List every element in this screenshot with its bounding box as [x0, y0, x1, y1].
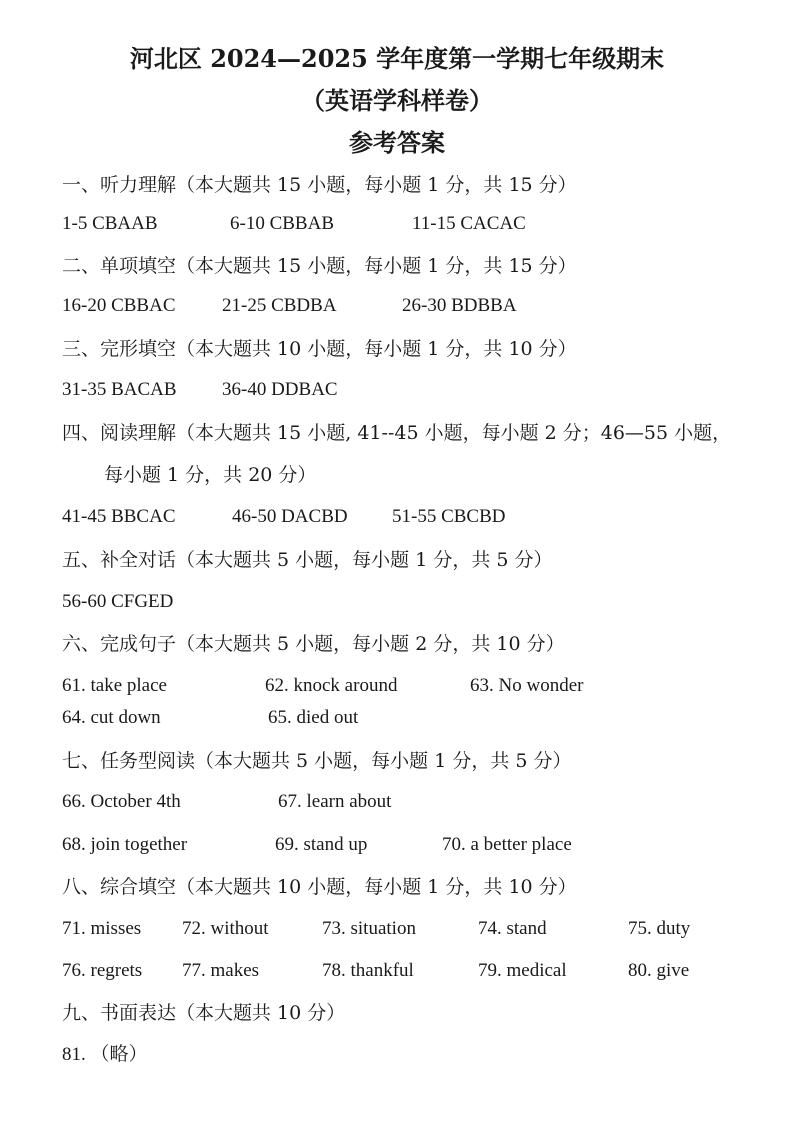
answer-group: 46-50 DACBD	[232, 506, 348, 527]
section-heading-writing: 九、书面表达（本大题共 10 分）	[62, 1002, 346, 1024]
answer-group: 26-30 BDBBA	[402, 295, 517, 316]
answer-group: 1-5 CBAAB	[62, 213, 158, 234]
section-heading-single-choice: 二、单项填空（本大题共 15 小题，每小题 1 分，共 15 分）	[62, 255, 577, 277]
answer-item: 75. duty	[628, 918, 691, 939]
answer-item: 73. situation	[322, 918, 416, 939]
section-heading-reading-cont: 每小题 1 分，共 20 分）	[104, 464, 317, 486]
answer-item: 72. without	[182, 918, 269, 939]
answer-item: 62. knock around	[265, 675, 398, 696]
answer-group: 36-40 DDBAC	[222, 379, 338, 400]
answer-item: 64. cut down	[62, 707, 161, 728]
answer-item: 68. join together	[62, 834, 188, 855]
section-heading-cloze: 三、完形填空（本大题共 10 小题，每小题 1 分，共 10 分）	[62, 338, 577, 360]
answer-item: 66. October 4th	[62, 791, 181, 812]
answer-group: 16-20 CBBAC	[62, 295, 176, 316]
answer-item: 69. stand up	[275, 834, 368, 855]
answer-group: 21-25 CBDBA	[222, 295, 337, 316]
section-heading-dialogue: 五、补全对话（本大题共 5 小题，每小题 1 分，共 5 分）	[62, 549, 553, 571]
answer-group: 56-60 CFGED	[62, 591, 174, 612]
answer-item: 79. medical	[478, 960, 567, 981]
answer-item: 63. No wonder	[470, 675, 584, 696]
section-heading-sentences: 六、完成句子（本大题共 5 小题，每小题 2 分，共 10 分）	[62, 633, 565, 655]
answer-group: 41-45 BBCAC	[62, 506, 176, 527]
answer-key-heading: 参考答案	[349, 128, 445, 157]
answer-item: 81. （略）	[62, 1044, 148, 1065]
answer-item: 77. makes	[182, 960, 260, 981]
answer-item: 78. thankful	[322, 960, 414, 981]
answer-item: 70. a better place	[442, 834, 572, 855]
section-heading-comprehensive: 八、综合填空（本大题共 10 小题，每小题 1 分，共 10 分）	[62, 876, 577, 898]
answer-item: 80. give	[628, 960, 690, 981]
answer-item: 74. stand	[478, 918, 547, 939]
page-subtitle: （英语学科样卷）	[301, 86, 493, 115]
answer-group: 11-15 CACAC	[412, 213, 526, 234]
section-heading-reading: 四、阅读理解（本大题共 15 小题, 41--45 小题，每小题 2 分；46—55 小题，	[62, 422, 732, 444]
answer-group: 6-10 CBBAB	[230, 213, 334, 234]
answer-item: 76. regrets	[62, 960, 143, 981]
answer-item: 71. misses	[62, 918, 142, 939]
answer-item: 67. learn about	[278, 791, 392, 812]
page-title: 河北区 2024—2025 学年度第一学期七年级期末	[129, 44, 665, 73]
answer-item: 61. take place	[62, 675, 167, 696]
section-heading-task-reading: 七、任务型阅读（本大题共 5 小题，每小题 1 分，共 5 分）	[62, 750, 572, 772]
answer-group: 51-55 CBCBD	[392, 506, 506, 527]
answer-group: 31-35 BACAB	[62, 379, 177, 400]
answer-item: 65. died out	[268, 707, 359, 728]
section-heading-listening: 一、听力理解（本大题共 15 小题，每小题 1 分，共 15 分）	[62, 174, 577, 196]
